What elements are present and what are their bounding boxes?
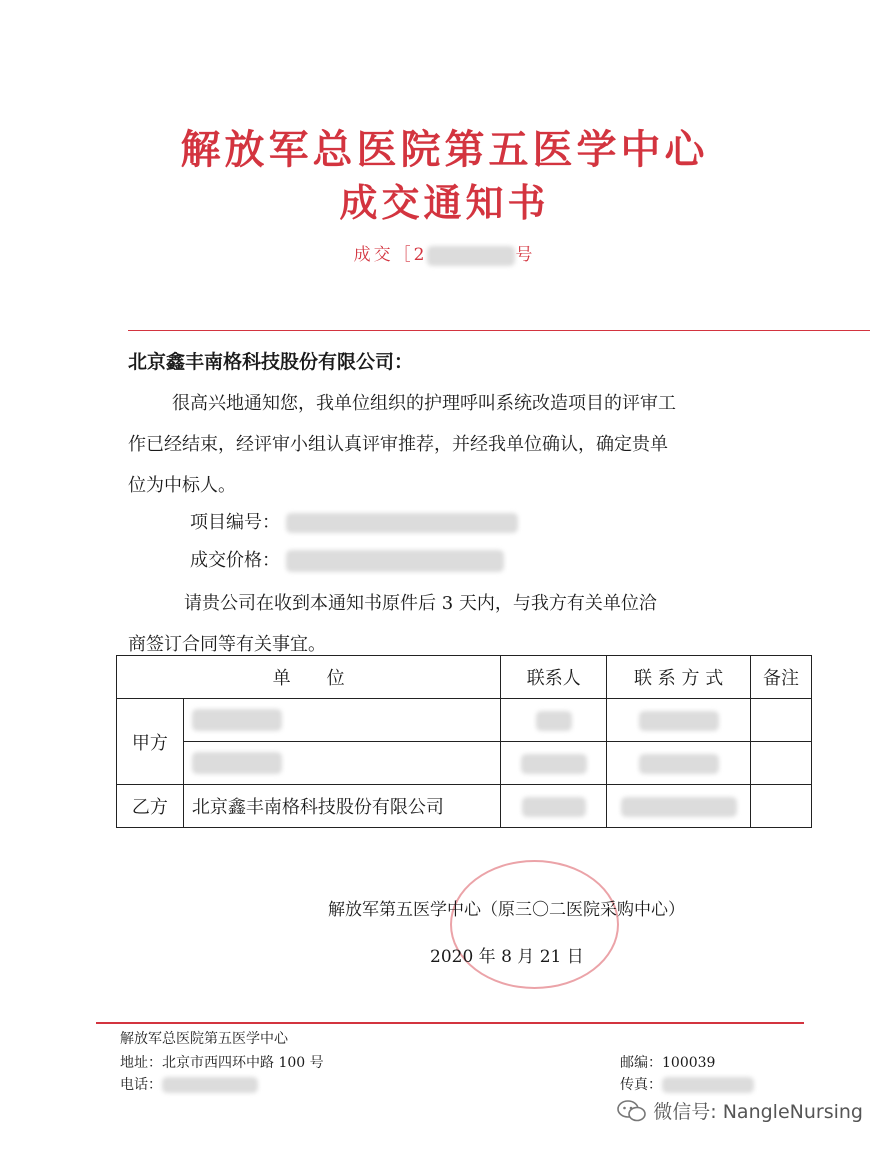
redacted-fax [662,1077,754,1093]
header-divider [128,330,870,331]
project-number-row [190,508,518,534]
footer-postcode [620,1052,715,1072]
para1-line3: 位为中标人。 [128,475,236,496]
redacted-phone [621,797,737,817]
doc-number-prefix: 成交［2 [353,245,428,265]
header-remarks: 备注 [751,656,812,699]
signing-organization: 解放军第五医学中心（原三〇二医院采购中心） [328,900,685,920]
table-header-row [117,656,812,699]
price-row [190,546,504,572]
party-a-unit-2 [183,742,500,785]
addressee: 北京鑫丰南格科技股份有限公司： [128,351,414,373]
price-label: 成交价格： [190,550,280,571]
party-b-label: 乙方 [117,785,184,828]
redacted-phone [639,754,719,774]
redacted-phone [639,711,719,731]
party-a-person-1 [501,699,607,742]
document-number [0,240,889,266]
redacted-unit [192,752,282,774]
party-a-person-2 [501,742,607,785]
signing-date: 2020 年 8 月 21 日 [430,947,584,967]
wechat-id: 微信号: NangleNursing [653,1101,863,1123]
footer-divider [96,1022,804,1024]
postcode-label: 邮编： [620,1055,662,1071]
redacted-person [521,754,587,774]
redacted-price [286,550,504,572]
title-line-2: 成交通知书 [339,181,550,225]
para1-line1: 很高兴地通知您，我单位组织的护理呼叫系统改造项目的评审工 [172,393,676,414]
postcode-value: 100039 [662,1055,716,1071]
party-a-remark-1 [751,699,812,742]
wechat-icon [617,1101,653,1123]
redacted-person [536,711,572,731]
title-line-1: 解放军总医院第五医学中心 [180,127,709,173]
table-row [117,785,812,828]
fax-label: 传真： [620,1077,662,1093]
footer-org: 解放军总医院第五医学中心 [120,1031,288,1047]
redacted-unit [192,709,282,731]
table-row [117,742,812,785]
redacted-person [522,797,586,817]
address-label: 地址： [120,1055,162,1071]
party-a-remark-2 [751,742,812,785]
redacted-doc-number [427,246,515,266]
redacted-phone [162,1077,258,1093]
body-paragraph-2 [128,583,788,665]
party-a-label: 甲方 [117,699,184,785]
header-contact-method: 联 系 方 式 [607,656,751,699]
header-unit: 单 位 [117,656,501,699]
redacted-project-number [286,513,518,533]
official-seal-stamp [450,860,619,989]
party-a-phone-1 [607,699,751,742]
party-a-unit-1 [183,699,500,742]
header-contact-person: 联系人 [501,656,607,699]
table-row [117,699,812,742]
para2-line2: 商签订合同等有关事宜。 [128,634,326,655]
party-a-phone-2 [607,742,751,785]
body-paragraph-1 [128,383,788,506]
party-b-phone [607,785,751,828]
para1-line2: 作已经结束，经评审小组认真评审推荐，并经我单位确认，确定贵单 [128,434,668,455]
footer-fax [620,1074,754,1094]
party-b-unit: 北京鑫丰南格科技股份有限公司 [183,785,500,828]
contact-table [116,655,812,828]
party-b-remark [751,785,812,828]
project-number-label: 项目编号： [190,512,280,533]
address-value: 北京市西四环中路 100 号 [162,1055,324,1071]
party-b-person [501,785,607,828]
footer-address [120,1052,324,1072]
para2-line1: 请贵公司在收到本通知书原件后 3 天内，与我方有关单位洽 [184,593,657,614]
doc-number-suffix: 号 [515,245,536,265]
footer-phone [120,1074,258,1094]
phone-label: 电话： [120,1077,162,1093]
wechat-watermark [617,1097,863,1124]
